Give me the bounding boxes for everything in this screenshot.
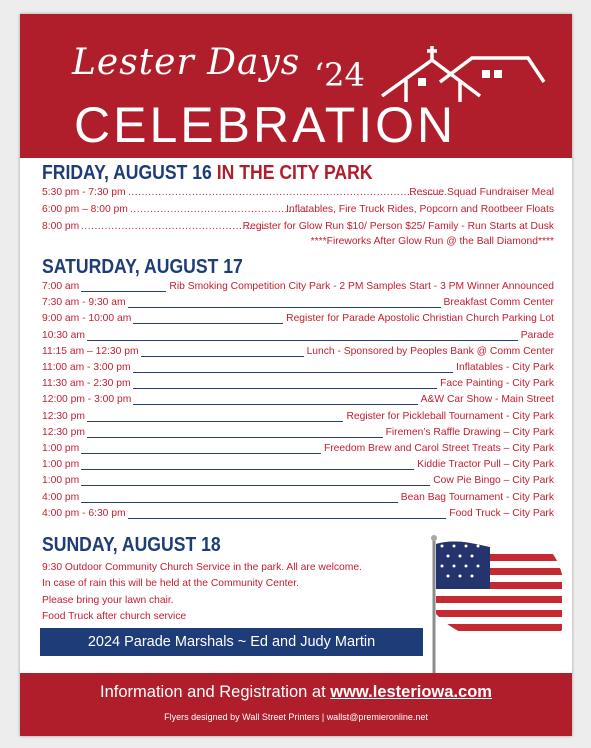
friday-place: IN THE CITY PARK: [216, 162, 373, 184]
event-description: Register for Parade Apostolic Christian Church Parking Lot: [286, 313, 554, 325]
event-time: 1:00 pm: [42, 475, 80, 487]
event-description: Rescue Squad Fundraiser Meal: [409, 187, 554, 198]
event-description: Face Painting - City Park: [440, 378, 554, 390]
event-time: 9:00 am - 10:00 am: [42, 313, 132, 325]
schedule-row: [42, 203, 554, 217]
underline-leader: [128, 518, 446, 519]
event-time: 12:30 pm: [42, 426, 85, 438]
underline-leader: [81, 453, 321, 454]
info-line: [20, 683, 572, 702]
schedule-row: [42, 507, 554, 521]
event-time: 1:00 pm: [42, 459, 80, 471]
event-description: Breakfast Comm Center: [443, 297, 554, 309]
event-description: Food Truck – City Park: [449, 507, 554, 519]
website-link[interactable]: www.lesteriowa.com: [330, 683, 492, 701]
underline-leader: [81, 485, 430, 486]
dot-leader: .......................................................: [81, 221, 266, 232]
schedule-row: [42, 426, 554, 440]
flyer: [20, 14, 572, 736]
underline-leader: [133, 323, 283, 324]
event-description: A&W Car Show - Main Street: [420, 394, 554, 406]
event-time: 11:30 am - 2:30 pm: [42, 378, 131, 390]
event-time: 8:00 pm: [42, 221, 80, 232]
event-description: Firemen’s Raffle Drawing – City Park: [385, 426, 554, 438]
schedule-row: [42, 312, 554, 326]
underline-leader: [133, 404, 418, 405]
event-description: Register for Pickleball Tournament - City Park: [346, 410, 554, 422]
underline-leader: [133, 388, 437, 389]
event-time: 12:00 pm - 3:00 pm: [42, 394, 132, 406]
event-time: 12:30 pm: [42, 410, 85, 422]
underline-leader: [87, 340, 518, 341]
saturday-heading: SATURDAY, AUGUST 17: [42, 256, 243, 278]
schedule-row: [42, 410, 554, 424]
parade-marshals-banner: 2024 Parade Marshals ~ Ed and Judy Martin: [40, 628, 423, 656]
info-prefix: Information and Registration at: [100, 683, 326, 701]
event-time: 10:30 am: [42, 329, 85, 341]
schedule-row: [42, 220, 554, 234]
fireworks-note: ****Fireworks After Glow Run @ the Ball Diamond****: [310, 236, 554, 247]
event-time: 11:15 am – 12:30 pm: [42, 345, 139, 357]
sunday-heading: SUNDAY, AUGUST 18: [42, 534, 221, 556]
sunday-line: Please bring your lawn chair.: [42, 595, 174, 606]
event-time: 7:30 am - 9:30 am: [42, 297, 126, 309]
underline-leader: [87, 437, 383, 438]
schedule-row: [42, 329, 554, 343]
sunday-line: 9:30 Outdoor Community Church Service in the park. All are welcome.: [42, 562, 362, 573]
celebration-title: CELEBRATION: [74, 97, 457, 153]
footer-banner: [20, 673, 572, 736]
schedule-row: [42, 458, 554, 472]
event-time: 11:00 am - 3:00 pm: [42, 362, 131, 373]
event-description: Parade: [520, 329, 554, 341]
schedule-row: [42, 361, 554, 375]
underline-leader: [128, 307, 441, 308]
year-label: ‘24: [314, 56, 365, 94]
event-description: Bean Bag Tournament - City Park: [400, 491, 554, 503]
schedule-row: [42, 280, 554, 294]
event-time: 1:00 pm: [42, 443, 80, 454]
event-description: Inflatables, Fire Truck Rides, Popcorn and Rootbeer Floats: [286, 204, 554, 215]
underline-leader: [141, 356, 304, 357]
underline-leader: [81, 469, 414, 470]
event-description: Freedom Brew and Carol Street Treats – City Park: [323, 443, 554, 454]
schedule-row: [42, 296, 554, 310]
event-time: 4:00 pm: [42, 491, 80, 503]
lester-days-title: Lester Days: [72, 42, 301, 83]
event-time: 4:00 pm - 6:30 pm: [42, 507, 126, 519]
friday-date: FRIDAY, AUGUST 16: [42, 162, 212, 184]
friday-heading: [42, 162, 373, 185]
sunday-line: In case of rain this will be held at the Community Center.: [42, 578, 299, 589]
schedule-row: [42, 442, 554, 456]
schedule-row: [42, 393, 554, 407]
event-description: Rib Smoking Competition City Park - 2 PM Samples Start - 3 PM Winner Announced: [169, 281, 554, 292]
schedule-row: [42, 186, 554, 200]
schedule-row: [42, 474, 554, 488]
american-flag-image: [430, 534, 570, 674]
event-description: Inflatables - City Park: [456, 362, 554, 373]
underline-leader: [87, 421, 343, 422]
event-time: 6:00 pm – 8:00 pm: [42, 204, 128, 215]
event-description: Register for Glow Run $10/ Person $25/ Family - Run Starts at Dusk: [242, 221, 554, 232]
sunday-line: Food Truck after church service: [42, 611, 187, 622]
event-time: 5:30 pm - 7:30 pm: [42, 187, 126, 198]
schedule-row: [42, 377, 554, 391]
event-description: Kiddie Tractor Pull – City Park: [417, 459, 554, 471]
event-time: 7:00 am: [42, 281, 80, 292]
event-description: Cow Pie Bingo – City Park: [433, 475, 554, 487]
underline-leader: [133, 372, 453, 373]
dot-leader: .....................................................: [130, 204, 309, 215]
underline-leader: [81, 502, 398, 503]
event-description: Lunch - Sponsored by Peoples Bank @ Comm Center: [306, 345, 554, 357]
dot-leader: ...............................................................................................: [128, 187, 448, 198]
underline-leader: [81, 291, 166, 292]
credits-line: Flyers designed by Wall Street Printers | wallst@premieronline.net: [164, 712, 428, 722]
header-banner: [20, 14, 572, 158]
schedule-row: [42, 345, 554, 359]
schedule-row: [42, 491, 554, 505]
